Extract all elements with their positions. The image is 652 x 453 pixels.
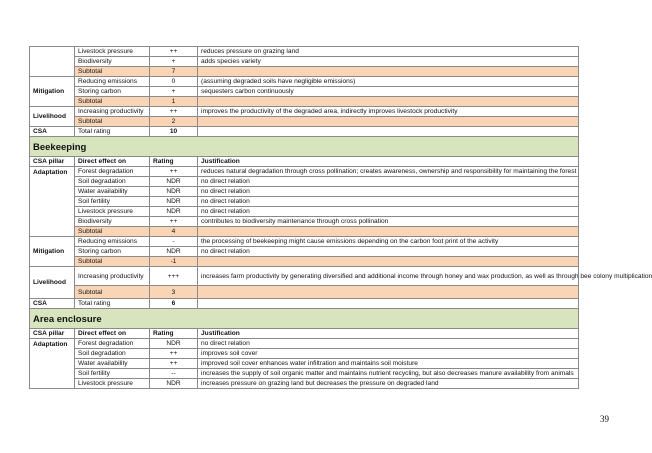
effect-cell: Biodiversity [75,57,150,67]
subtotal-spacer [198,286,579,299]
justification-cell: no direct relation [198,177,579,187]
pillar-livelihood: Livelihood [30,267,75,299]
total-value: 6 [150,299,198,309]
rating-cell: NDR [150,197,198,207]
rating-cell: + [150,87,198,97]
justification-cell: adds species variety [198,57,579,67]
table-row [30,247,579,257]
effect-cell: Livestock pressure [75,47,150,57]
table-row [30,369,579,379]
rating-cell: NDR [150,247,198,257]
total-spacer [198,127,579,137]
subtotal-value: 2 [150,117,198,127]
justification-cell: increases the supply of soil organic matter and maintains nutrient recycling, but also decreases manure availability from animals [198,369,579,379]
page-number: 39 [600,414,609,424]
effect-cell: Reducing emissions [75,77,150,87]
header-effect: Direct effect on [75,329,150,339]
effect-cell: Biodiversity [75,217,150,227]
total-label: Total rating [75,127,150,137]
total-label: Total rating [75,299,150,309]
justification-cell: improves the productivity of the degraded area, indirectly improves livestock productivity [198,107,579,117]
effect-cell: Increasing productivity [75,267,150,286]
effect-cell: Forest degradation [75,339,150,349]
rating-cell: ++ [150,167,198,177]
rating-cell: 0 [150,77,198,87]
effect-cell: Water availability [75,187,150,197]
pillar-cell [30,47,75,77]
effect-cell: Storing carbon [75,87,150,97]
section-heading-row [30,309,579,329]
total-row [30,299,579,309]
pillar-mitigation: Mitigation [30,237,75,267]
subtotal-row [30,257,579,267]
subtotal-label: Subtotal [75,227,150,237]
pillar-mitigation: Mitigation [30,77,75,107]
effect-cell: Storing carbon [75,247,150,257]
table-row [30,237,579,247]
effect-cell: Soil degradation [75,349,150,359]
rating-cell: ++ [150,217,198,227]
total-row [30,127,579,137]
rating-cell: - [150,237,198,247]
subtotal-value: 4 [150,227,198,237]
pillar-csa: CSA [30,299,75,309]
rating-cell: ++ [150,359,198,369]
table-row [30,167,579,177]
table-row [30,217,579,227]
table-row [30,359,579,369]
subtotal-spacer [198,117,579,127]
justification-cell: (assuming degraded soils have negligible emissions) [198,77,579,87]
header-pillar: CSA pillar [30,157,75,167]
justification-cell: increases farm productivity by generating diversified and additional income through honey and wax production, as well as through bee colony multiplication [198,267,579,286]
table-row [30,77,579,87]
rating-cell: NDR [150,379,198,389]
justification-cell: no direct relation [198,187,579,197]
rating-cell: NDR [150,187,198,197]
subtotal-value: 3 [150,286,198,299]
subtotal-spacer [198,67,579,77]
subtotal-spacer [198,257,579,267]
subtotal-row [30,67,579,77]
header-justification: Justification [198,329,579,339]
justification-cell: improves soil cover [198,349,579,359]
justification-cell: improved soil cover enhances water infiltration and maintains soil moisture [198,359,579,369]
table-row [30,207,579,217]
table-row [30,379,579,389]
pillar-csa: CSA [30,127,75,137]
table-row [30,47,579,57]
subtotal-row [30,227,579,237]
justification-cell: the processing of beekeeping might cause emissions depending on the carbon foot print of the activity [198,237,579,247]
header-effect: Direct effect on [75,157,150,167]
justification-cell: increases pressure on grazing land but decreases the pressure on degraded land [198,379,579,389]
subtotal-label: Subtotal [75,97,150,107]
effect-cell: Soil degradation [75,177,150,187]
table-row [30,107,579,117]
subtotal-row [30,97,579,107]
justification-cell: reduces pressure on grazing land [198,47,579,57]
subtotal-spacer [198,227,579,237]
effect-cell: Forest degradation [75,167,150,177]
effect-cell: Reducing emissions [75,237,150,247]
justification-cell: no direct relation [198,197,579,207]
pillar-livelihood: Livelihood [30,107,75,127]
rating-cell: -- [150,369,198,379]
document-page [29,46,652,389]
table-row [30,87,579,97]
csa-assessment-table [29,46,652,389]
table-row [30,267,579,286]
subtotal-value: 1 [150,97,198,107]
rating-cell: + [150,57,198,67]
header-rating: Rating [150,157,198,167]
table-row [30,187,579,197]
effect-cell: Soil fertility [75,197,150,207]
subtotal-row [30,117,579,127]
rating-cell: +++ [150,267,198,286]
rating-cell: NDR [150,177,198,187]
total-spacer [198,299,579,309]
rating-cell: ++ [150,349,198,359]
subtotal-row [30,286,579,299]
subtotal-label: Subtotal [75,257,150,267]
effect-cell: Water availability [75,359,150,369]
column-header-row [30,157,579,167]
effect-cell: Soil fertility [75,369,150,379]
effect-cell: Livestock pressure [75,207,150,217]
pillar-adaptation: Adaptation [30,339,75,389]
effect-cell: Livestock pressure [75,379,150,389]
subtotal-label: Subtotal [75,67,150,77]
total-value: 10 [150,127,198,137]
rating-cell: NDR [150,207,198,217]
justification-cell: no direct relation [198,247,579,257]
section-heading-row [30,137,579,157]
rating-cell: NDR [150,339,198,349]
table-row [30,57,579,67]
header-pillar: CSA pillar [30,329,75,339]
subtotal-label: Subtotal [75,286,150,299]
justification-cell: sequesters carbon continuously [198,87,579,97]
header-justification: Justification [198,157,579,167]
table-row [30,339,579,349]
pillar-adaptation: Adaptation [30,167,75,237]
section-title-beekeeping: Beekeeping [30,137,579,157]
rating-cell: ++ [150,47,198,57]
rating-cell: ++ [150,107,198,117]
subtotal-spacer [198,97,579,107]
subtotal-label: Subtotal [75,117,150,127]
header-rating: Rating [150,329,198,339]
justification-cell: no direct relation [198,207,579,217]
table-row [30,349,579,359]
justification-cell: no direct relation [198,339,579,349]
justification-cell: contributes to biodiversity maintenance through cross pollination [198,217,579,227]
section-title-area-enclosure: Area enclosure [30,309,579,329]
subtotal-value: 7 [150,67,198,77]
subtotal-value: -1 [150,257,198,267]
column-header-row [30,329,579,339]
table-row [30,197,579,207]
justification-cell: reduces natural degradation through cross pollination; creates awareness, ownership and responsibility for maintaining the forest [198,167,579,177]
table-row [30,177,579,187]
effect-cell: Increasing productivity [75,107,150,117]
